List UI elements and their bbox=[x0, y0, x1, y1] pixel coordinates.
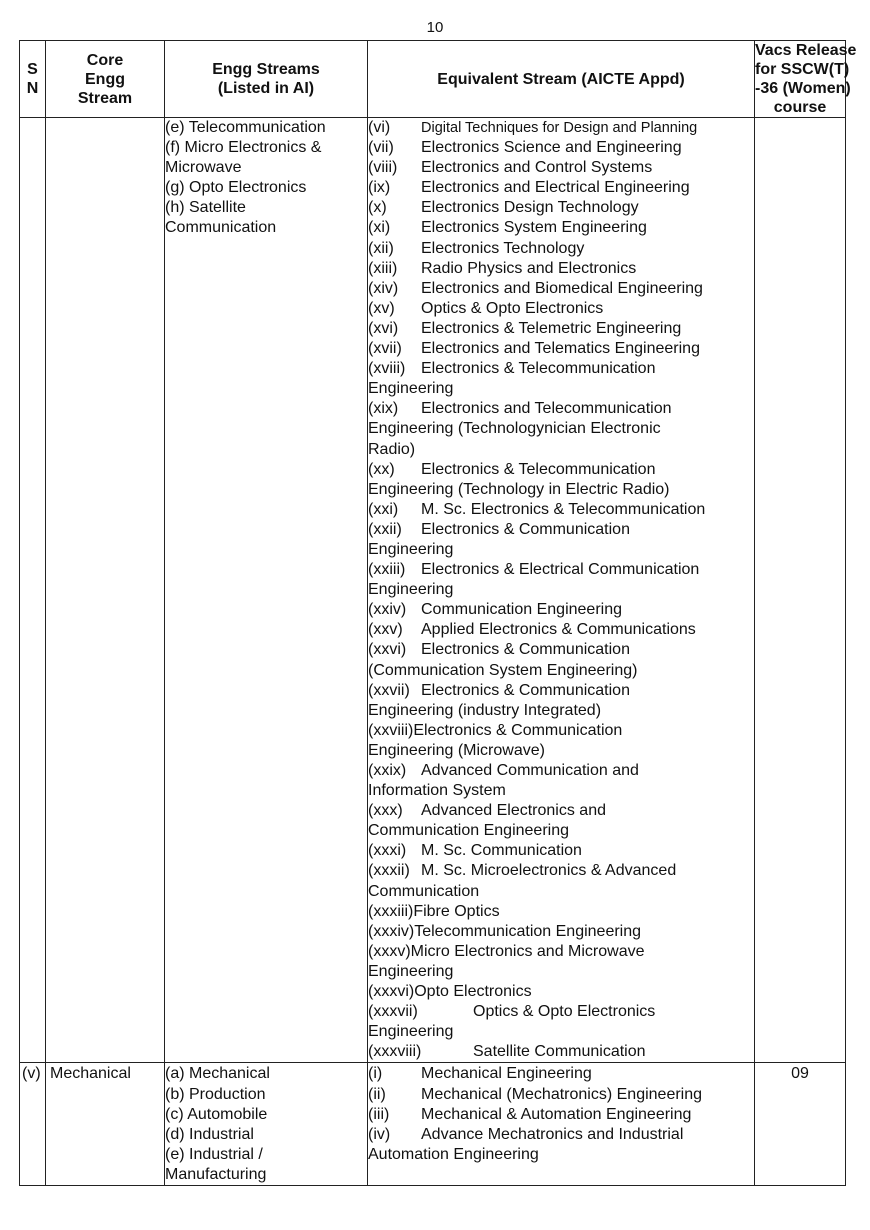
engg-stream-line: (a) Mechanical bbox=[165, 1065, 270, 1083]
equivalent-stream-item bbox=[368, 198, 754, 218]
equivalent-stream-item bbox=[368, 600, 754, 620]
header-row bbox=[20, 41, 846, 118]
item-text: M. Sc. Communication bbox=[421, 842, 582, 860]
equivalent-stream-item bbox=[368, 218, 754, 238]
item-number: (ii) bbox=[368, 1085, 386, 1103]
item-number: (xx) bbox=[368, 460, 395, 478]
core-stream-cell bbox=[46, 118, 165, 1063]
sn-cell bbox=[20, 118, 46, 1063]
engg-streams-cell bbox=[165, 118, 368, 1063]
item-number: (xxxvii) bbox=[368, 1003, 418, 1021]
equivalent-stream-item bbox=[368, 319, 754, 339]
item-text: Advanced Electronics and bbox=[421, 802, 606, 820]
item-continuation: Engineering (Microwave) bbox=[368, 741, 545, 759]
vacs-cell bbox=[755, 118, 846, 1063]
equivalent-stream-item bbox=[368, 1105, 754, 1125]
item-number: (xxix) bbox=[368, 762, 407, 779]
item-number: (iii) bbox=[368, 1105, 390, 1123]
core-stream-cell: Mechanical bbox=[46, 1063, 165, 1186]
item-continuation: Information System bbox=[368, 782, 506, 800]
engg-stream-line: (f) Micro Electronics & bbox=[165, 139, 322, 157]
engg-streams-list bbox=[165, 1064, 367, 1185]
item-continuation: Engineering bbox=[368, 1023, 454, 1041]
header-vacs-release: Vacs Release for SSCW(T) -36 (Women) course bbox=[755, 42, 857, 116]
item-number: (i) bbox=[368, 1065, 383, 1083]
item-continuation: Engineering (industry Integrated) bbox=[368, 701, 602, 719]
item-text: Optics & Opto Electronics bbox=[421, 299, 604, 317]
item-text: Electronics & Communication bbox=[421, 641, 630, 659]
equivalent-stream-item bbox=[368, 801, 754, 821]
item-text: Opto Electronics bbox=[414, 983, 532, 1001]
vacs-cell: 09 bbox=[755, 1063, 846, 1186]
item-text: Advance Mechatronics and Industrial bbox=[421, 1125, 684, 1143]
item-text: Electronics System Engineering bbox=[421, 219, 647, 237]
equivalent-stream-item bbox=[368, 721, 754, 741]
item-text: Advanced Communication and bbox=[421, 762, 639, 779]
equivalent-stream-item bbox=[368, 138, 754, 158]
item-number: (xv) bbox=[368, 299, 395, 317]
item-text: Mechanical (Mechatronics) Engineering bbox=[421, 1085, 703, 1103]
equivalent-stream-item bbox=[368, 359, 754, 379]
equivalent-stream-item bbox=[368, 640, 754, 660]
item-number: (viii) bbox=[368, 159, 398, 177]
table-row-mechanical bbox=[20, 1063, 846, 1186]
item-text: Electronics & Electrical Communication bbox=[421, 561, 700, 579]
item-continuation: Engineering bbox=[368, 581, 454, 599]
equivalent-stream-item bbox=[368, 520, 754, 540]
equivalent-streams-cell bbox=[368, 118, 755, 1063]
item-continuation: Engineering (Technologynician Electronic bbox=[368, 420, 661, 438]
equivalent-stream-item bbox=[368, 902, 754, 922]
item-text: Micro Electronics and Microwave bbox=[410, 942, 645, 960]
header-core-engg-stream: Core Engg Stream bbox=[46, 41, 165, 118]
engg-stream-line: (d) Industrial bbox=[165, 1125, 254, 1143]
item-number: (xxxiv) bbox=[368, 922, 415, 940]
item-number: (xxv) bbox=[368, 621, 403, 639]
equivalent-stream-item bbox=[368, 118, 754, 138]
item-text: Electronics & Telecommunication bbox=[421, 360, 656, 378]
sn-cell: (v) bbox=[20, 1063, 46, 1186]
item-continuation: Engineering bbox=[368, 380, 454, 398]
header-equivalent-stream: Equivalent Stream (AICTE Appd) bbox=[368, 41, 755, 118]
item-text: Electronics and Telematics Engineering bbox=[421, 340, 700, 358]
item-text: Electronics & Communication bbox=[421, 681, 630, 699]
equivalent-stream-item bbox=[368, 239, 754, 259]
equivalent-stream-item bbox=[368, 560, 754, 580]
equivalent-stream-item bbox=[368, 259, 754, 279]
item-number: (xix) bbox=[368, 400, 399, 418]
item-number: (vi) bbox=[368, 119, 391, 136]
item-continuation: Communication bbox=[368, 882, 480, 900]
equivalent-stream-item bbox=[368, 460, 754, 480]
engg-stream-line: Manufacturing bbox=[165, 1165, 267, 1183]
page-number: 10 bbox=[426, 19, 444, 36]
equivalent-stream-item bbox=[368, 158, 754, 178]
item-text: Electronics Technology bbox=[421, 239, 585, 257]
item-number: (xi) bbox=[368, 219, 391, 237]
item-text: Optics & Opto Electronics bbox=[473, 1003, 656, 1021]
item-number: (xvi) bbox=[368, 319, 399, 337]
item-text: Telecommunication Engineering bbox=[414, 922, 642, 940]
equivalent-streams-list bbox=[368, 118, 754, 1062]
engg-stream-line: Communication bbox=[165, 219, 277, 237]
item-text: Radio Physics and Electronics bbox=[421, 259, 637, 277]
item-number: (xiv) bbox=[368, 279, 399, 297]
item-continuation: Engineering bbox=[368, 540, 454, 558]
item-text: M. Sc. Electronics & Telecommunication bbox=[421, 500, 706, 518]
item-number: (xiii) bbox=[368, 259, 398, 277]
engg-stream-line: Microwave bbox=[165, 159, 242, 177]
item-text: Electronics Science and Engineering bbox=[421, 139, 682, 157]
engg-stream-line: (c) Automobile bbox=[165, 1105, 268, 1123]
item-number: (xvii) bbox=[368, 340, 402, 358]
item-text: Electronics Design Technology bbox=[421, 199, 639, 217]
equivalent-stream-item bbox=[368, 399, 754, 419]
item-text: Electronics and Control Systems bbox=[421, 159, 653, 177]
item-text: Communication Engineering bbox=[421, 601, 622, 619]
item-number: (vii) bbox=[368, 139, 394, 157]
equivalent-stream-item bbox=[368, 861, 754, 881]
item-continuation: Engineering (Technology in Electric Radio) bbox=[368, 480, 670, 498]
item-number: (xxiii) bbox=[368, 561, 406, 579]
equivalent-stream-item bbox=[368, 279, 754, 299]
item-number: (xxxvi) bbox=[368, 983, 415, 1001]
equivalent-stream-item bbox=[368, 1002, 754, 1022]
equivalent-stream-item bbox=[368, 1064, 754, 1084]
item-number: (x) bbox=[368, 199, 387, 217]
equivalent-stream-item bbox=[368, 339, 754, 359]
engg-stream-line: (b) Production bbox=[165, 1085, 266, 1103]
item-text: Applied Electronics & Communications bbox=[421, 621, 696, 639]
equivalent-stream-item bbox=[368, 178, 754, 198]
item-number: (xxii) bbox=[368, 520, 402, 538]
item-text: Satellite Communication bbox=[473, 1043, 646, 1061]
item-number: (xxviii) bbox=[368, 721, 414, 739]
equivalent-stream-item bbox=[368, 922, 754, 942]
equivalent-streams-list bbox=[368, 1064, 754, 1164]
equivalent-stream-item bbox=[368, 942, 754, 962]
item-number: (iv) bbox=[368, 1125, 391, 1143]
item-number: (ix) bbox=[368, 179, 391, 197]
engg-stream-line: (g) Opto Electronics bbox=[165, 179, 307, 197]
item-number: (xxx) bbox=[368, 802, 403, 820]
item-number: (xviii) bbox=[368, 360, 406, 378]
equivalent-stream-item bbox=[368, 1042, 754, 1062]
item-continuation: (Communication System Engineering) bbox=[368, 661, 638, 679]
item-number: (xxi) bbox=[368, 500, 399, 518]
table-row-electronics-continued bbox=[20, 118, 846, 1063]
equivalent-stream-item bbox=[368, 841, 754, 861]
item-number: (xxxi) bbox=[368, 842, 407, 860]
item-number: (xxxiii) bbox=[368, 902, 414, 920]
item-text: Fibre Optics bbox=[413, 902, 500, 920]
engg-streams-list bbox=[165, 118, 367, 239]
equivalent-stream-item bbox=[368, 620, 754, 640]
engg-stream-line: (e) Industrial / bbox=[165, 1145, 263, 1163]
item-continuation: Automation Engineering bbox=[368, 1145, 539, 1163]
engg-stream-line: (e) Telecommunication bbox=[165, 119, 326, 136]
equivalent-stream-item bbox=[368, 1085, 754, 1105]
equivalent-stream-item bbox=[368, 500, 754, 520]
item-number: (xxxv) bbox=[368, 942, 411, 960]
item-number: (xxvi) bbox=[368, 641, 407, 659]
item-continuation: Engineering bbox=[368, 962, 454, 980]
item-text: Electronics & Telecommunication bbox=[421, 460, 656, 478]
equivalent-stream-item bbox=[368, 761, 754, 781]
item-text: Mechanical Engineering bbox=[421, 1065, 592, 1083]
equivalent-stream-item bbox=[368, 1125, 754, 1145]
engg-stream-line: (h) Satellite bbox=[165, 199, 246, 217]
item-text: Electronics & Communication bbox=[413, 721, 623, 739]
item-continuation: Communication Engineering bbox=[368, 822, 569, 840]
item-text: Electronics and Electrical Engineering bbox=[421, 179, 690, 197]
item-text: M. Sc. Microelectronics & Advanced bbox=[421, 862, 677, 880]
equivalent-stream-item bbox=[368, 299, 754, 319]
item-number: (xxvii) bbox=[368, 681, 410, 699]
engg-streams-cell bbox=[165, 1063, 368, 1186]
equivalence-table bbox=[19, 40, 857, 1186]
item-number: (xii) bbox=[368, 239, 394, 257]
item-text: Digital Techniques for Design and Planning bbox=[421, 120, 698, 136]
item-text: Electronics and Telecommunication bbox=[421, 400, 672, 418]
equivalent-stream-item bbox=[368, 982, 754, 1002]
item-number: (xxiv) bbox=[368, 601, 407, 619]
item-number: (xxxii) bbox=[368, 862, 410, 880]
item-continuation: Radio) bbox=[368, 440, 416, 458]
item-number: (xxxviii) bbox=[368, 1043, 422, 1061]
item-text: Electronics & Communication bbox=[421, 520, 630, 538]
equivalent-stream-item bbox=[368, 681, 754, 701]
item-text: Mechanical & Automation Engineering bbox=[421, 1105, 692, 1123]
equivalent-streams-cell bbox=[368, 1063, 755, 1186]
item-text: Electronics & Telemetric Engineering bbox=[421, 319, 682, 337]
header-sn: S N bbox=[20, 41, 46, 118]
header-engg-streams: Engg Streams (Listed in AI) bbox=[165, 41, 368, 118]
item-text: Electronics and Biomedical Engineering bbox=[421, 279, 703, 297]
